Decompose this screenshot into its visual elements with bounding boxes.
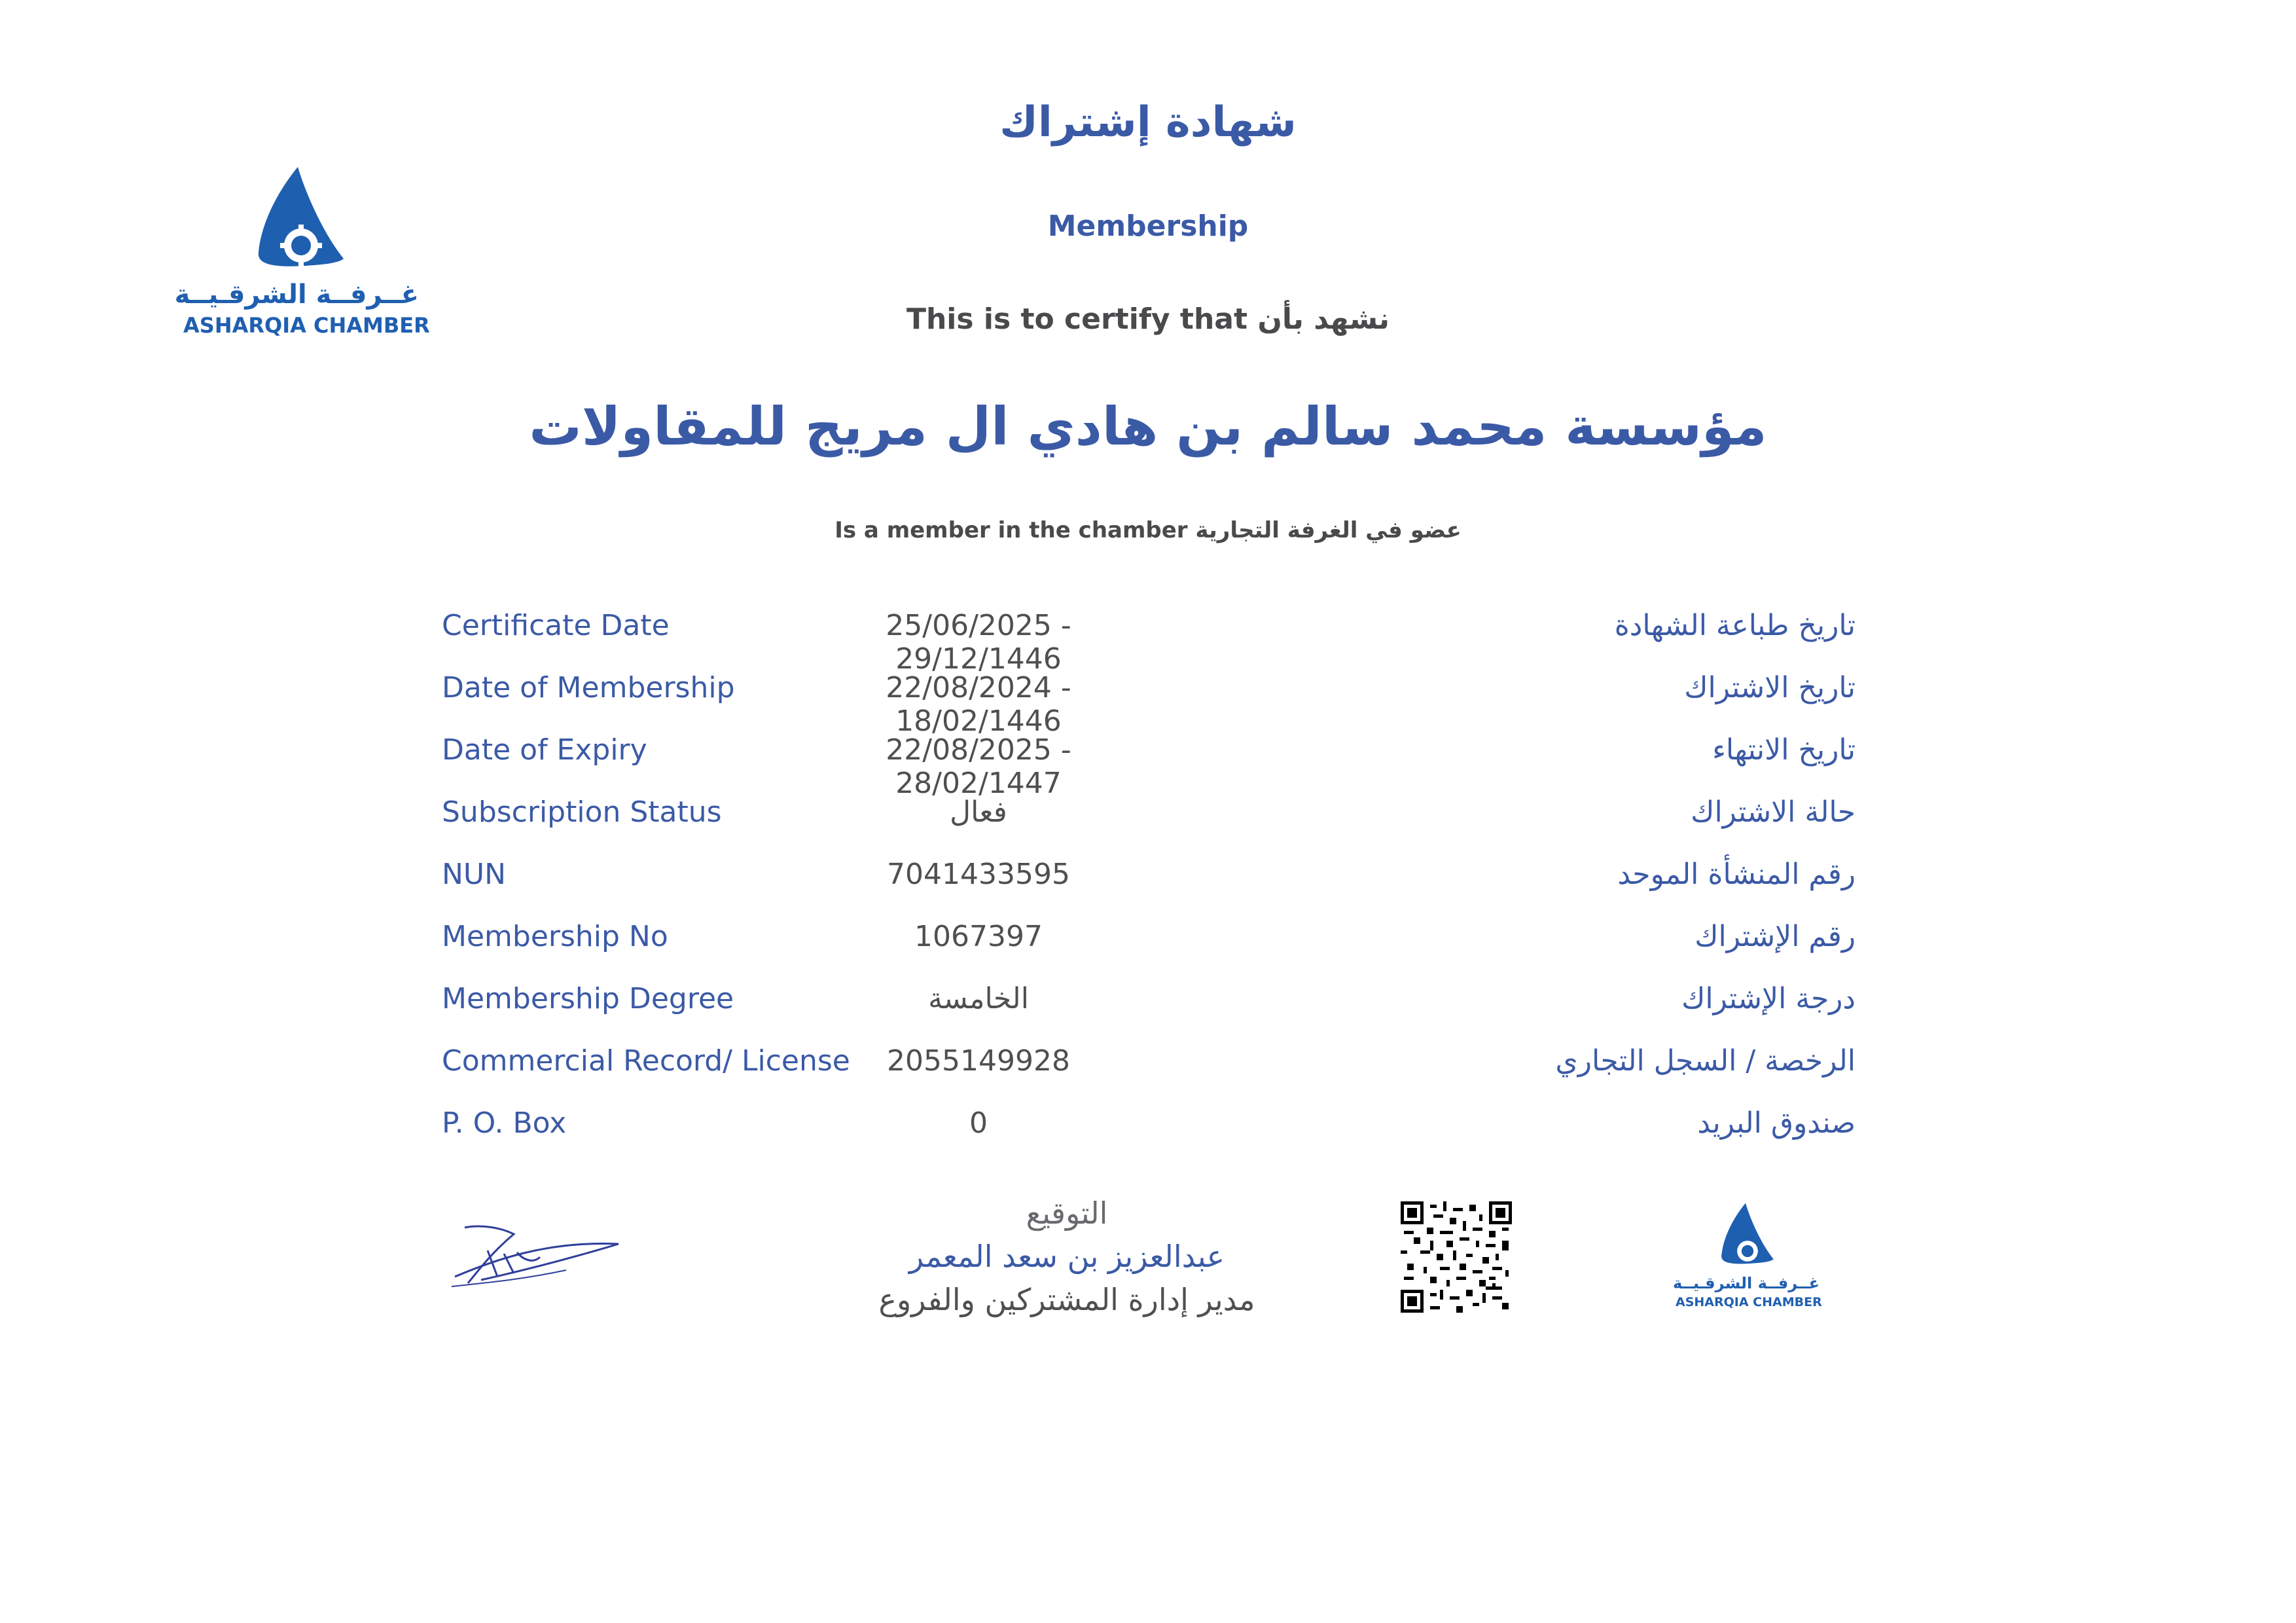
- detail-label-ar: تاريخ الانتهاء: [1712, 733, 1856, 767]
- detail-label-en: Membership No: [442, 920, 668, 953]
- detail-value: الخامسة: [928, 982, 1029, 1015]
- detail-label-ar: تاريخ طباعة الشهادة: [1614, 609, 1856, 642]
- detail-value: 7041433595: [887, 858, 1070, 891]
- detail-row-po-box: [442, 1106, 1856, 1169]
- detail-row-nun: [442, 858, 1856, 920]
- detail-label-ar: حالة الاشتراك: [1691, 795, 1856, 829]
- signature-block: [825, 1192, 1309, 1321]
- detail-label-ar: رقم الإشتراك: [1695, 920, 1856, 953]
- detail-row-membership-no: [442, 920, 1856, 982]
- sail-emblem-icon: [1676, 1198, 1820, 1270]
- details-table: [442, 609, 1856, 1169]
- detail-value: 0: [969, 1106, 988, 1140]
- signature-label: التوقيع: [1026, 1195, 1108, 1231]
- detail-label-ar: صندوق البريد: [1697, 1106, 1856, 1140]
- membership-statement: Is a member in the chamber عضو في الغرفة التجارية: [834, 517, 1462, 543]
- detail-label-en: Date of Expiry: [442, 733, 647, 767]
- logo-text-ar: غــرفــة الشرقـيــة: [174, 280, 419, 310]
- detail-row-membership-date: [442, 671, 1856, 738]
- detail-row-certificate-date: [442, 609, 1856, 676]
- detail-label-en: Commercial Record/ License: [442, 1044, 850, 1078]
- detail-row-commercial-record: [442, 1044, 1856, 1106]
- detail-value: 2055149928: [887, 1044, 1070, 1078]
- detail-label-ar: درجة الإشتراك: [1681, 982, 1856, 1015]
- detail-value: 1067397: [914, 920, 1043, 953]
- detail-label-en: NUN: [442, 858, 507, 891]
- detail-label-en: Subscription Status: [442, 795, 722, 829]
- chamber-logo-small: [1672, 1198, 1822, 1316]
- certificate-title-ar: شهادة إشتراك: [999, 98, 1297, 147]
- certificate-title-en: Membership: [1047, 210, 1249, 243]
- detail-row-subscription-status: [442, 795, 1856, 858]
- detail-label-ar: الرخصة / السجل التجاري: [1555, 1044, 1856, 1078]
- detail-row-expiry-date: [442, 733, 1856, 800]
- company-name: مؤسسة محمد سالم بن هادي ال مريج للمقاولات: [529, 396, 1767, 457]
- detail-value: فعال: [950, 795, 1007, 829]
- detail-value: 22/08/2025 - 28/02/1447: [886, 733, 1071, 800]
- signatory-name: عبدالعزيز بن سعد المعمر: [908, 1239, 1225, 1274]
- logo-text-ar: غــرفــة الشرقـيــة: [1672, 1274, 1820, 1292]
- signatory-title: مدير إدارة المشتركين والفروع: [878, 1282, 1255, 1317]
- logo-text-en: ASHARQIA CHAMBER: [1676, 1295, 1822, 1309]
- logo-text-en: ASHARQIA CHAMBER: [183, 313, 430, 338]
- detail-value: 25/06/2025 - 29/12/1446: [886, 609, 1071, 676]
- qr-code[interactable]: [1401, 1201, 1512, 1313]
- detail-value: 22/08/2024 - 18/02/1446: [886, 671, 1071, 738]
- detail-label-en: Date of Membership: [442, 671, 735, 704]
- detail-label-ar: تاريخ الاشتراك: [1684, 671, 1856, 704]
- detail-row-membership-degree: [442, 982, 1856, 1044]
- signature-image: [442, 1214, 628, 1300]
- certify-statement: This is to certify that نشهد بأن: [906, 302, 1390, 336]
- detail-label-en: Certificate Date: [442, 609, 670, 642]
- detail-label-ar: رقم المنشأة الموحد: [1617, 858, 1856, 891]
- detail-label-en: Membership Degree: [442, 982, 734, 1015]
- detail-label-en: P. O. Box: [442, 1106, 567, 1140]
